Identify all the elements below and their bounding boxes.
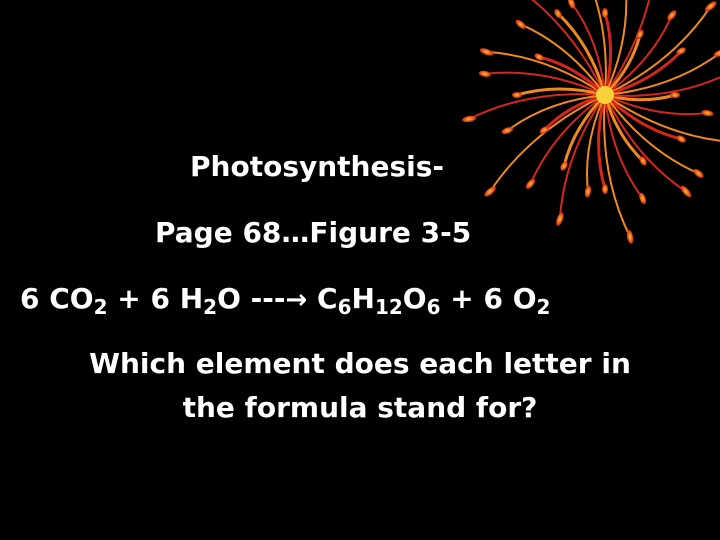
flower-petal-tip	[602, 8, 608, 18]
flower-petal-tip	[703, 0, 718, 13]
question-line-1: Which element does each letter in	[89, 347, 631, 380]
flower-petal-tip	[666, 9, 678, 22]
eq-sub-2: 2	[203, 295, 218, 319]
slide-title: Photosynthesis-	[190, 150, 445, 183]
eq-sub-1: 2	[93, 295, 108, 319]
flower-petal-tip	[584, 185, 592, 198]
firework-flower-icon	[455, 0, 720, 250]
flower-petal-tip	[479, 47, 494, 57]
eq-text-6: O	[402, 282, 427, 315]
flower-petal-tip	[692, 167, 705, 179]
eq-text-4: C	[307, 282, 338, 315]
eq-text-2: + 6 H	[107, 282, 204, 315]
page-reference: Page 68…Figure 3-5	[155, 216, 472, 249]
flower-petal-tip	[483, 185, 498, 199]
flower-petal-tip	[701, 109, 714, 117]
chemical-equation	[20, 282, 551, 319]
flower-petal-tip	[524, 177, 536, 190]
arrow-icon: →	[285, 285, 308, 315]
flower-petal-tip	[679, 184, 693, 199]
flower-petal-tip	[478, 70, 491, 78]
eq-sub-6: 6	[426, 295, 441, 319]
eq-sub-5: 12	[374, 295, 403, 319]
flower-petal-tip	[555, 211, 565, 226]
eq-sub-7: 2	[536, 295, 551, 319]
eq-text-3: O ---	[217, 282, 286, 315]
eq-text-7: + 6 O	[440, 282, 537, 315]
flower-center	[596, 86, 614, 104]
eq-text-1: 6 CO	[20, 282, 94, 315]
flower-petal-tip	[675, 134, 687, 144]
flower-petal-tip	[512, 92, 522, 98]
flower-petal-tip	[514, 18, 527, 30]
flower-petal-tip	[602, 184, 608, 194]
eq-text-5: H	[351, 282, 375, 315]
eq-sub-4: 6	[337, 295, 352, 319]
question-text	[0, 342, 720, 430]
question-line-2: the formula stand for?	[182, 391, 538, 424]
